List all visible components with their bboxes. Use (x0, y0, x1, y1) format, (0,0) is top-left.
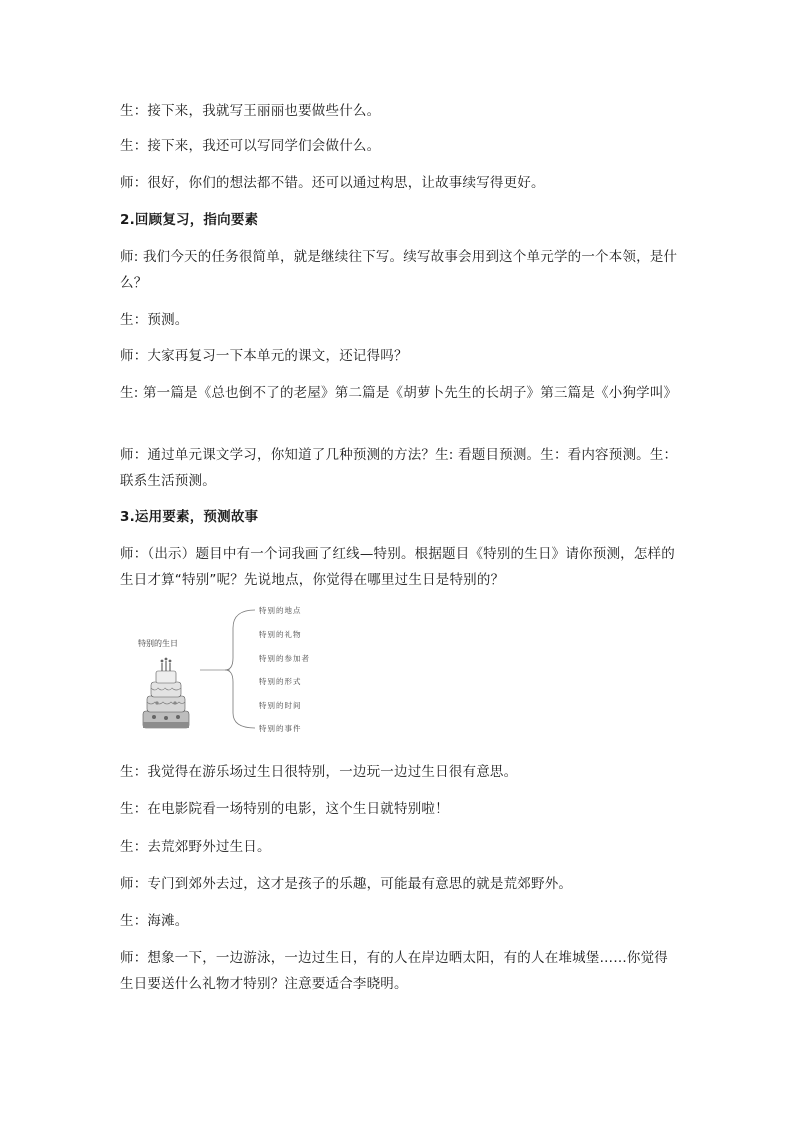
mind-map-title: 特别的生日 (138, 639, 178, 648)
paragraph: 生：预测。 (120, 312, 189, 328)
paragraph: 生：接下来，我还可以写同学们会做什么。 (120, 138, 381, 154)
paragraph: 生：我觉得在游乐场过生日很特别，一边玩一边过生日很有意思。 (120, 764, 518, 780)
branch-label-time: 特别的时间 (259, 701, 302, 710)
branch-label-event: 特别的事件 (259, 724, 302, 733)
paragraph: 生: 第一篇是《总也倒不了的老屋》第二篇是《胡萝卜先生的长胡子》第三篇是《小狗学叫》 (120, 385, 678, 401)
paragraph: 师：通过单元课文学习，你知道了几种预测的方法？生: 看题目预测。生：看内容预测。生：联系生活预测。 (120, 447, 678, 489)
paragraph: 生：在电影院看一场特别的电影，这个生日就特别啦！ (120, 801, 449, 817)
section-heading: 3.运用要素，预测故事 (120, 509, 259, 525)
paragraph: 师：很好，你们的想法都不错。还可以通过构思，让故事续写得更好。 (120, 175, 545, 191)
branch-label-location: 特别的地点 (259, 606, 302, 615)
cake-illustration (143, 658, 189, 728)
paragraph: 师: 我们今天的任务很简单，就是继续往下写。续写故事会用到这个单元学的一个本领，是什么？ (120, 249, 678, 291)
birthday-mind-map (130, 598, 360, 743)
paragraph: 师：（出示）题目中有一个词我画了红线—特别。根据题目《特别的生日》请你预测，怎样的生日才算“特别”呢？先说地点，你觉得在哪里过生日是特别的？ (120, 546, 675, 588)
branch-label-participants: 特别的参加者 (259, 654, 310, 663)
mind-map-lines (130, 598, 360, 743)
branch-label-gift: 特别的礼物 (259, 630, 302, 639)
bracket-line (225, 610, 255, 728)
section-heading: 2.回顾复习，指向要素 (120, 212, 259, 228)
paragraph: 师：大家再复习一下本单元的课文，还记得吗？ (120, 348, 408, 364)
branch-label-form: 特别的形式 (259, 677, 302, 686)
paragraph: 师：想象一下，一边游泳，一边过生日，有的人在岸边晒太阳，有的人在堆城堡……你觉得生日要送什么礼物才特别？注意要适合李晓明。 (120, 950, 668, 992)
paragraph: 生：去荒郊野外过生日。 (120, 839, 271, 855)
paragraph: 生：海滩。 (120, 913, 189, 929)
paragraph: 生：接下来，我就写王丽丽也要做些什么。 (120, 103, 381, 119)
paragraph: 师：专门到郊外去过，这才是孩子的乐趣，可能最有意思的就是荒郊野外。 (120, 876, 573, 892)
